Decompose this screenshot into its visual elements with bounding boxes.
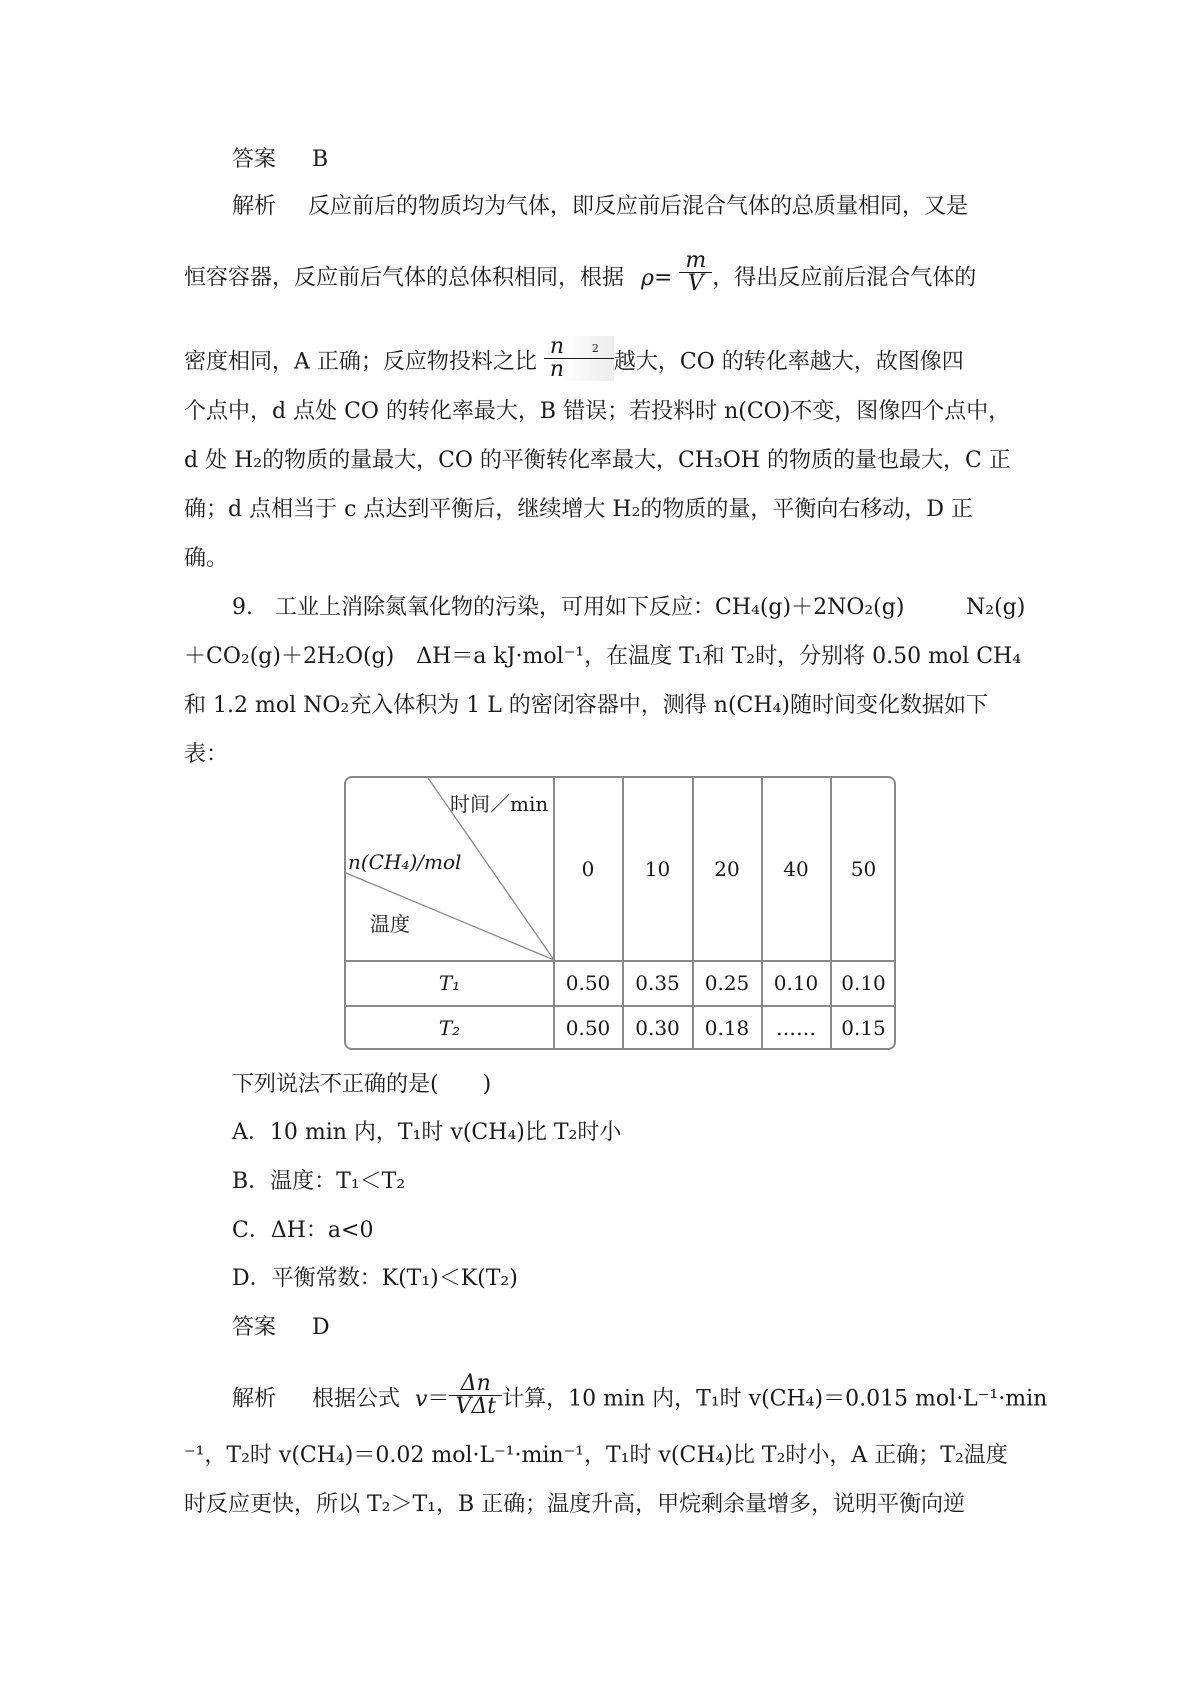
analysis1-line-4: 个点中，d 点处 CO 的转化率最大，B 错误；若投料时 n(CO)不变，图像四个点中， xyxy=(184,399,1011,424)
time-header-cell: 0 xyxy=(581,857,595,881)
analysis1-line-1: 解析 反应前后的物质均为气体，即反应前后混合气体的总质量相同，又是 xyxy=(232,194,969,219)
time-header-cell: 20 xyxy=(714,857,740,881)
analysis1-line-3: 密度相同，A 正确；反应物投料之比 n 2 n 越大，CO 的转化率越大，故图像四 xyxy=(184,334,964,382)
answer-line-2 xyxy=(232,1314,330,1342)
analysis1-line-2: 恒容容器，反应前后气体的总体积相同，根据 ρ= $\frac{m}{V}$ ，得出反应前后混合气体的 xyxy=(184,248,977,296)
answer-line-1 xyxy=(232,146,328,174)
analysis1-line-7: 确。 xyxy=(184,546,229,571)
option-a: A．10 min 内，T₁时 v(CH₄)比 T₂时小 xyxy=(232,1120,622,1145)
table-cell: …… xyxy=(776,1016,816,1040)
question9-line-2: ＋CO₂(g)＋2H₂O(g) ΔH＝a kJ·mol⁻¹，在温度 T₁和 T₂时，分别将 0.50 mol CH₄ xyxy=(184,644,1022,669)
header-time: 时间／min xyxy=(450,792,549,816)
option-b: B．温度：T₁＜T₂ xyxy=(232,1169,406,1194)
question9-line-3: 和 1.2 mol NO₂充入体积为 1 L 的密闭容器中，测得 n(CH₄)随时间变化数据如下 xyxy=(184,693,988,718)
answer-label: 答案 xyxy=(232,1315,277,1340)
analysis2-line-2: ⁻¹，T₂时 v(CH₄)＝0.02 mol·L⁻¹·min⁻¹，T₁时 v(CH₄)比 T₂时小，A 正确；T₂温度 xyxy=(184,1443,1008,1468)
analysis1-line-5: d 处 H₂的物质的量最大，CO 的平衡转化率最大，CH₃OH 的物质的量也最大，C 正 xyxy=(184,448,1011,473)
answer-label: 答案 xyxy=(232,147,277,172)
data-table xyxy=(344,776,896,1050)
header-amount: n(CH₄)/mol xyxy=(348,850,462,874)
table-cell: 0.35 xyxy=(635,971,680,995)
question9-product: N₂(g) xyxy=(966,595,1026,620)
table-cell: 0.18 xyxy=(704,1016,750,1040)
analysis-label: 解析 xyxy=(232,194,277,219)
question9-line-4: 表： xyxy=(184,742,229,767)
time-header-cell: 50 xyxy=(850,857,877,881)
table-cell: 0.25 xyxy=(704,971,750,995)
option-c: C．ΔH：a<0 xyxy=(232,1218,374,1243)
analysis-label: 解析 xyxy=(232,1386,277,1412)
header-temperature: 温度 xyxy=(370,912,410,936)
analysis2-line-3: 时反应更快，所以 T₂＞T₁，B 正确；温度升高，甲烷剩余量增多，说明平衡向逆 xyxy=(184,1492,966,1517)
table-cell: 0.10 xyxy=(841,971,886,995)
option-d: D．平衡常数：K(T₁)＜K(T₂) xyxy=(232,1266,518,1291)
rate-fraction: $\frac{\Delta n}{\text{VΔt}}$ xyxy=(449,1373,502,1418)
density-fraction: $\frac{m}{V}$ xyxy=(679,250,712,295)
time-header-cell: 10 xyxy=(644,857,671,881)
table-cell: 0.30 xyxy=(635,1016,680,1040)
answer-value: B xyxy=(312,147,329,172)
time-header-cell: 40 xyxy=(783,857,809,881)
question9-line-1: 9. 工业上消除氮氧化物的污染，可用如下反应：CH₄(g)＋2NO₂(g) xyxy=(232,595,905,620)
table-cell: 0.15 xyxy=(841,1016,886,1040)
row-label-t1: T₁ xyxy=(438,971,461,995)
answer-value: D xyxy=(312,1315,330,1340)
table-cell: 0.50 xyxy=(565,1016,611,1040)
row-label-t2: T₂ xyxy=(438,1016,461,1040)
analysis1-line-6: 确；d 点相当于 c 点达到平衡后，继续增大 H₂的物质的量，平衡向右移动，D 正 xyxy=(184,497,974,522)
question-prompt: 下列说法不正确的是( ) xyxy=(232,1072,492,1097)
analysis2-line-1: 解析 根据公式 v＝ $\frac{\Delta n}{\text{VΔt}}$ 计算，10 min 内，T₁时 v(CH₄)＝0.015 mol·L⁻¹·min xyxy=(232,1371,1048,1419)
ratio-fraction: n 2 n xyxy=(544,336,614,381)
table-cell: 0.50 xyxy=(565,971,611,995)
table-cell: 0.10 xyxy=(773,971,819,995)
